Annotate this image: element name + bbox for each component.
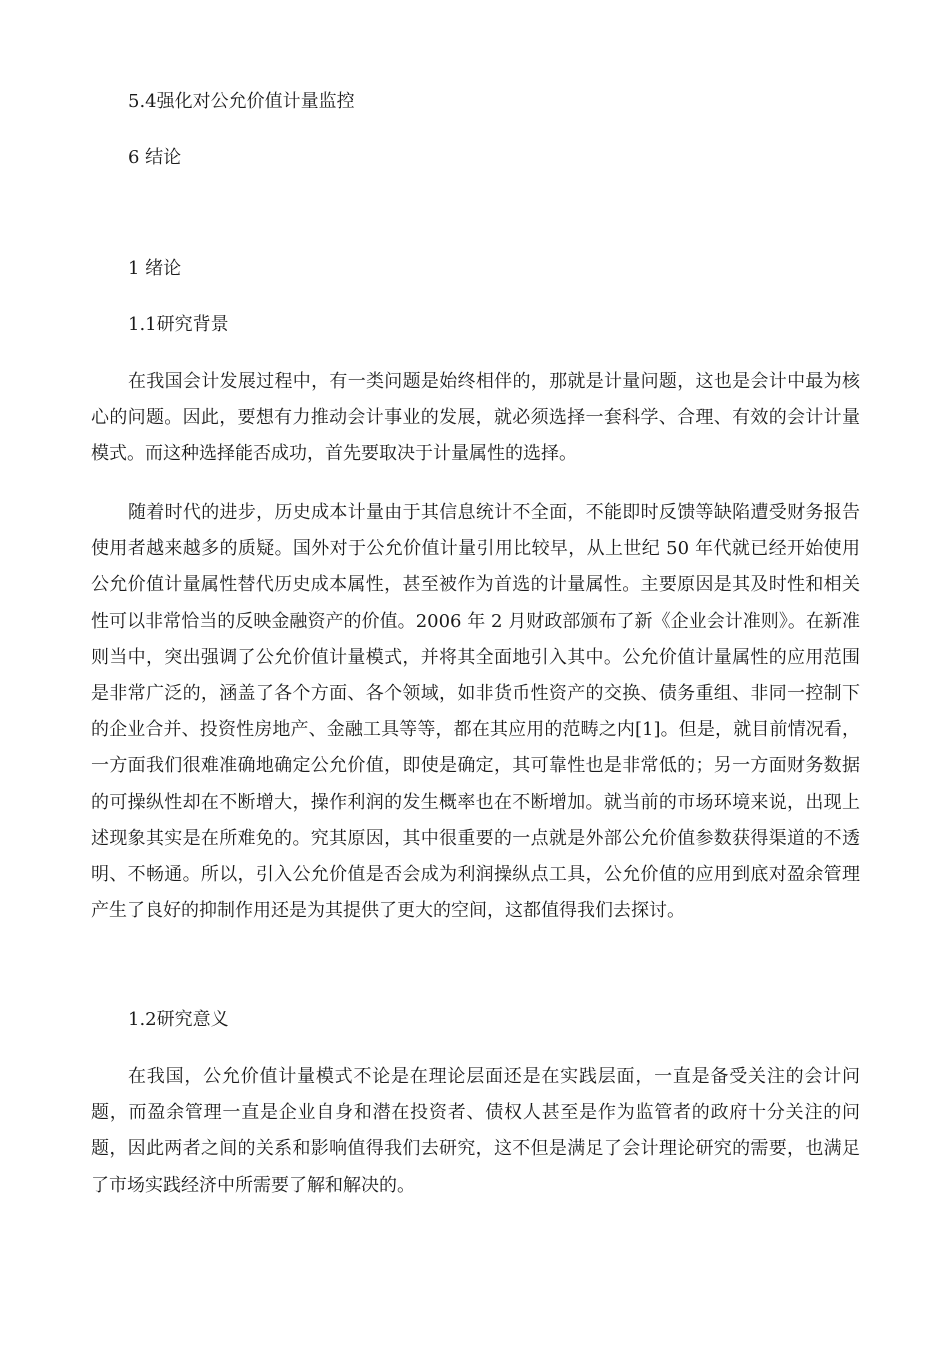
toc-item-6: 6 结论: [128, 147, 182, 168]
section-heading: 1 绪论: [128, 258, 182, 279]
subsection-heading-significance: 1.2研究意义: [128, 1009, 229, 1030]
paragraph-background-2: 随着时代的进步，历史成本计量由于其信息统计不全面，不能即时反馈等缺陷遭受财务报告使用者越来越多的质疑。国外对于公允价值计量引用比较早，从上世纪 50 年代就已经开始使用公允价值计量属性替代历史成本属性，甚至被作为首选的计量属性。主要原因是其及时性和相关性可以非常恰当的反映金融资产的价值。2006 年 2 月财政部颁布了新《企业会计准则》。在新准则当中，突出强调了公允价值计量模式，并将其全面地引入其中。公允价值计量属性的应用范围是非常广泛的，涵盖了各个方面、各个领域，如非货币性资产的交换、债务重组、非同一控制下的企业合并、投资性房地产、金融工具等等，都在其应用的范畴之内[1]。但是，就目前情况看，一方面我们很难准确地确定公允价值，即使是确定，其可靠性也是非常低的；另一方面财务数据的可操纵性却在不断增大，操作利润的发生概率也在不断增加。就当前的市场环境来说，出现上述现象其实是在所难免的。究其原因，其中很重要的一点就是外部公允价值参数获得渠道的不透明、不畅通。所以，引入公允价值是否会成为利润操纵点工具，公允价值的应用到底对盈余管理产生了良好的抑制作用还是为其提供了更大的空间，这都值得我们去探讨。: [91, 502, 860, 922]
paragraph-significance-1: 在我国，公允价值计量模式不论是在理论层面还是在实践层面，一直是备受关注的会计问题，而盈余管理一直是企业自身和潜在投资者、债权人甚至是作为监管者的政府十分关注的问题，因此两者之间的关系和影响值得我们去研究，这不但是满足了会计理论研究的需要，也满足了市场实践经济中所需要了解和解决的。: [91, 1066, 860, 1196]
paragraph-background-1: 在我国会计发展过程中，有一类问题是始终相伴的，那就是计量问题，这也是会计中最为核心的问题。因此，要想有力推动会计事业的发展，就必须选择一套科学、合理、有效的会计计量模式。而这种选择能否成功，首先要取决于计量属性的选择。: [91, 371, 860, 465]
toc-item-5-4: 5.4强化对公允价值计量监控: [128, 91, 355, 112]
subsection-heading-background: 1.1研究背景: [128, 314, 229, 335]
